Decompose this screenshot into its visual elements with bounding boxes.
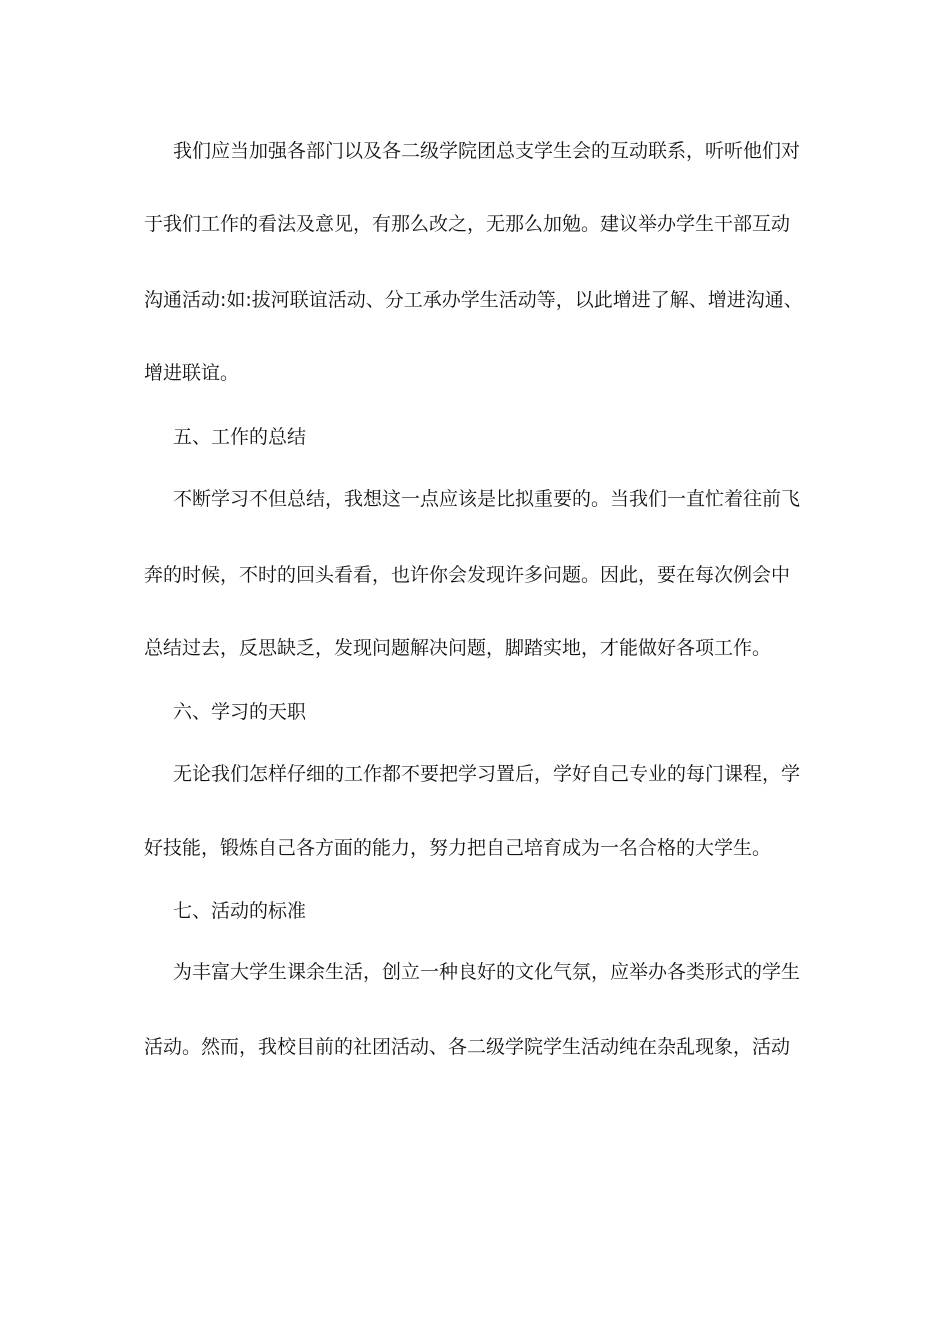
paragraph-line: 不断学习不但总结，我想这一点应该是比拟重要的。当我们一直忙着往前飞: [173, 488, 801, 510]
paragraph-line: 活动。然而，我校目前的社团活动、各二级学院学生活动纯在杂乱现象，活动: [144, 1036, 791, 1058]
section-heading: 六、学习的天职: [173, 701, 307, 723]
paragraph-line: 增进联谊。: [144, 362, 240, 384]
section-heading: 五、工作的总结: [173, 426, 307, 448]
paragraph-line: 无论我们怎样仔细的工作都不要把学习置后，学好自己专业的每门课程，学: [173, 763, 801, 785]
paragraph-line: 我们应当加强各部门以及各二级学院团总支学生会的互动联系，听听他们对: [173, 140, 801, 162]
paragraph-line: 为丰富大学生课余生活，创立一种良好的文化气氛，应举办各类形式的学生: [173, 961, 801, 983]
paragraph-line: 奔的时候，不时的回头看看，也许你会发现许多问题。因此，要在每次例会中: [144, 564, 791, 586]
paragraph-line: 好技能，锻炼自己各方面的能力，努力把自己培育成为一名合格的大学生。: [144, 837, 772, 859]
paragraph-line: 于我们工作的看法及意见，有那么改之，无那么加勉。建议举办学生干部互动: [144, 213, 791, 235]
paragraph-line: 总结过去，反思缺乏，发现问题解决问题，脚踏实地，才能做好各项工作。: [144, 637, 772, 659]
paragraph-line: 沟通活动:如:拔河联谊活动、分工承办学生活动等，以此增进了解、增进沟通、: [144, 289, 803, 311]
section-heading: 七、活动的标准: [173, 900, 307, 922]
